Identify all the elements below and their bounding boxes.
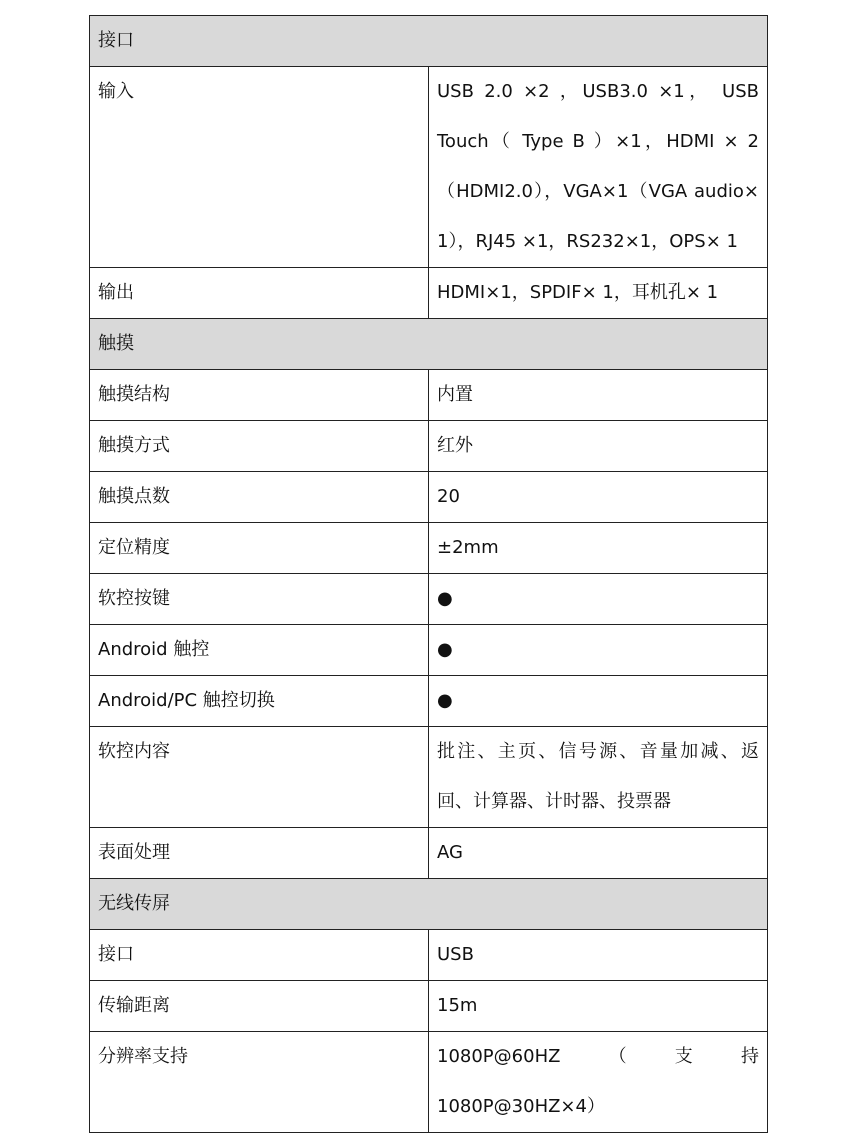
table-row <box>90 981 768 1032</box>
row-label: 分辨率支持 <box>90 1032 429 1133</box>
row-label: Android/PC 触控切换 <box>90 676 429 727</box>
table-row <box>90 625 768 676</box>
section-title: 触摸 <box>90 319 768 370</box>
row-label: 传输距离 <box>90 981 429 1032</box>
table-row <box>90 421 768 472</box>
section-header-touch <box>90 319 768 370</box>
bullet-icon: ● <box>429 676 768 727</box>
table-row <box>90 930 768 981</box>
row-value: 1080P@60HZ（支持 1080P@30HZ×4） <box>429 1032 768 1133</box>
row-value: 20 <box>429 472 768 523</box>
row-value: 内置 <box>429 370 768 421</box>
table-row <box>90 828 768 879</box>
table-row <box>90 370 768 421</box>
row-label: 触摸结构 <box>90 370 429 421</box>
table-row <box>90 574 768 625</box>
row-label: 定位精度 <box>90 523 429 574</box>
bullet-icon: ● <box>429 574 768 625</box>
row-value: USB 2.0 ×2 ，USB3.0 ×1， USB Touch（ Type B ）×1，HDMI × 2（HDMI2.0），VGA×1（VGA audio× 1），RJ45 ×1，RS232×1，OPS× 1 <box>429 67 768 268</box>
section-header-wireless <box>90 879 768 930</box>
row-value: 红外 <box>429 421 768 472</box>
bullet-icon: ● <box>429 625 768 676</box>
row-value: 15m <box>429 981 768 1032</box>
table-row <box>90 1032 768 1133</box>
row-label: Android 触控 <box>90 625 429 676</box>
row-label: 软控按键 <box>90 574 429 625</box>
table-row <box>90 67 768 268</box>
row-label: 触摸方式 <box>90 421 429 472</box>
spec-table <box>89 15 768 1133</box>
section-header-interface <box>90 16 768 67</box>
table-row <box>90 523 768 574</box>
table-row <box>90 268 768 319</box>
row-value: ±2mm <box>429 523 768 574</box>
row-label: 软控内容 <box>90 727 429 828</box>
row-value: AG <box>429 828 768 879</box>
table-row <box>90 472 768 523</box>
row-label: 输出 <box>90 268 429 319</box>
section-title: 无线传屏 <box>90 879 768 930</box>
row-value: USB <box>429 930 768 981</box>
section-title: 接口 <box>90 16 768 67</box>
row-value: HDMI×1，SPDIF× 1，耳机孔× 1 <box>429 268 768 319</box>
row-label: 输入 <box>90 67 429 268</box>
table-row <box>90 676 768 727</box>
row-label: 接口 <box>90 930 429 981</box>
row-label: 触摸点数 <box>90 472 429 523</box>
table-row <box>90 727 768 828</box>
row-value: 批注、主页、信号源、音量加减、返回、计算器、计时器、投票器 <box>429 727 768 828</box>
row-label: 表面处理 <box>90 828 429 879</box>
